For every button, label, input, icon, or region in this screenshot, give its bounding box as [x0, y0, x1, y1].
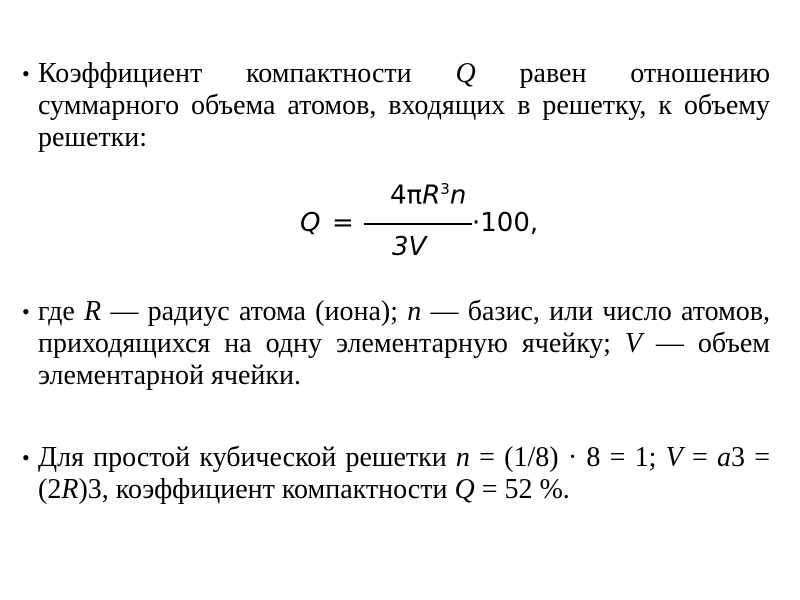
symbol-a: a: [716, 442, 731, 473]
bullet-marker: •: [22, 445, 30, 470]
formula-equals: =: [332, 208, 354, 238]
bullet-text: [28, 442, 770, 506]
text-segment: где: [38, 296, 85, 327]
numerator-exponent: 3: [440, 180, 450, 198]
bullet-variable-definitions: [22, 296, 771, 392]
text-segment: — радиус атома (иона);: [101, 296, 408, 327]
symbol-r: R: [84, 296, 102, 327]
bullet-marker: •: [22, 61, 30, 86]
text-segment: 3 = (2: [38, 442, 770, 505]
compactness-formula: [300, 180, 560, 276]
symbol-n: n: [455, 442, 470, 473]
bullet-text: [28, 58, 770, 154]
bullet-compactness-definition: [22, 58, 771, 154]
bullet-simple-cubic-example: [22, 442, 770, 506]
fraction-bar: [364, 223, 472, 225]
numerator-r: R: [422, 180, 441, 211]
formula-numerator: [390, 180, 466, 211]
bullet-marker: •: [22, 299, 30, 324]
text-segment: — объем элементарной ячейки.: [38, 328, 770, 391]
bullet-text: [28, 296, 770, 392]
text-segment: — базис, или число атомов, приходящихся на одну элементарную ячейку;: [38, 296, 771, 359]
symbol-q: Q: [455, 58, 476, 89]
text-segment: равен отношению суммарного объема атомов, входящих в решетку, к объему решетки:: [38, 58, 771, 153]
symbol-v: V: [624, 328, 642, 359]
formula-lhs: Q: [300, 208, 321, 238]
numerator-n: n: [449, 180, 467, 211]
symbol-r: R: [61, 474, 79, 505]
text-segment: Коэффициент компактности: [38, 58, 456, 89]
formula-multiplier: ·100,: [472, 208, 539, 238]
text-segment: Для простой кубической решетки: [38, 442, 456, 473]
text-segment: = (1/8) · 8 = 1;: [469, 442, 666, 473]
formula-denominator: 3V: [392, 232, 427, 262]
symbol-v: V: [665, 442, 683, 473]
symbol-q: Q: [454, 474, 475, 505]
text-segment: )3, коэффициент компактности: [78, 474, 455, 505]
text-segment: =: [682, 442, 717, 473]
numerator-prefix: 4π: [390, 180, 423, 211]
symbol-n: n: [407, 296, 422, 327]
text-segment: = 52 %.: [474, 474, 570, 505]
